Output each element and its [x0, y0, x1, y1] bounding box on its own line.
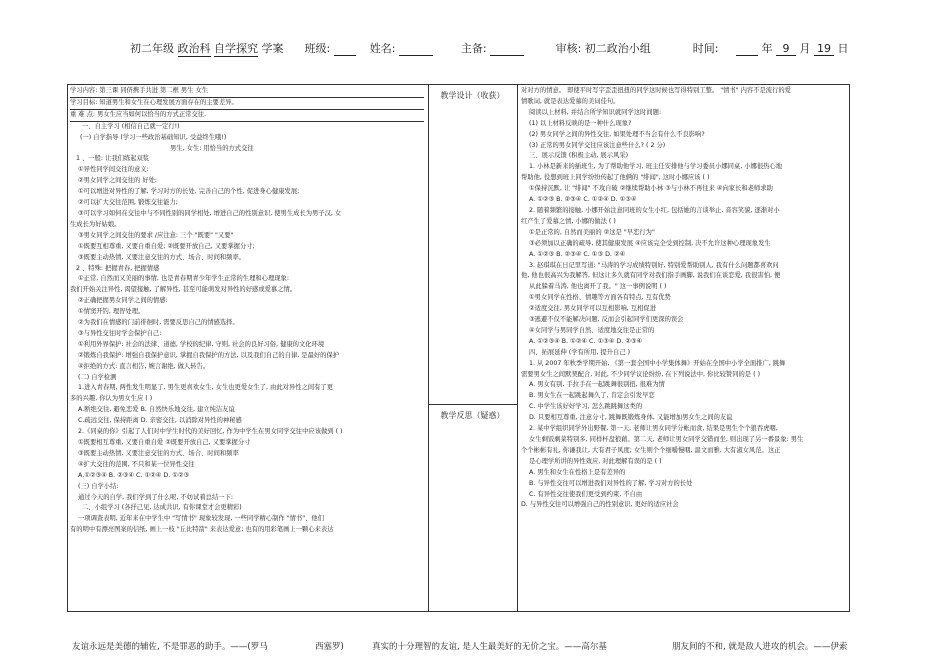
right-line: 2. 随着频繁的接触, 小娜开始注意同班的女生小红, 包括她的言谈举止, 音容笑貌, 逐渐对小 [529, 206, 780, 214]
right-line: 女生剩饭剩菜特别多, 同样杯盘狼藉。第二天, 老师让男女同学交错而坐, 则出现了另一番景象: 男生 [529, 436, 804, 443]
left-line: (三) 自学小结: [78, 482, 119, 490]
left-line: 学习目标: 知道男生和女生在心理发展方面存在的主要差异。 [70, 98, 424, 110]
left-line: ①可以增进对异性的了解, 学习对方的长处, 完善自己的个性, 促进身心健康发展; [78, 188, 300, 196]
lead-blank [490, 42, 524, 56]
right-line: A. 男女有别, 手拉手在一起跳舞很别扭, 很难为情 [529, 381, 665, 389]
month-value: 9 [776, 42, 796, 56]
footer-quote-2: 真实的十分理智的友谊, 是人生最美好的无价之宝。——高尔基 [372, 642, 607, 652]
right-line: B. 与异性交往可以增进我们对异性的了解, 学习对方的长处 [529, 479, 693, 487]
left-column-content [70, 86, 424, 536]
right-line: 需要男女生之间默契配合, 对此, 不少同学议论纷纷, 在下列说法中, 你比较赞同的是 ( ) [521, 370, 761, 378]
right-line: ②适度交往, 男女同学可以互相影响, 互相促进 [529, 305, 656, 313]
left-line: 1 、一般: 让我们练起双浆 [76, 155, 150, 163]
left-line: ①既要互相尊重, 又要自重自爱; ②既要开放自己, 又要掌握分寸; [78, 242, 255, 250]
grade: 初二年级 [130, 42, 174, 55]
left-line: 一项调查表明, 近年来在中学生中 "写情书" 现象较发现, 一些同学精心制作 "情书"、他们 [78, 515, 324, 523]
left-line: 有的明中有漂亮图案的信纸, 画上一枝 "丘比特箭" 来表达爱意; 也有的用彩笔画上一颗心来表达 [70, 526, 334, 534]
left-line: ②正确把握男女同学之间的情感: [78, 297, 168, 305]
name-blank [399, 42, 433, 56]
right-line: 1. 小林是新来的插班生, 为了帮助他学习, 班主任安排他与学习委员小娜同桌, 小娜很热心地 [529, 163, 783, 171]
left-line: 生成长为好姑娘。 [70, 220, 121, 228]
right-line: ①是正常的, 自然而美丽的 ②这是 "早恋行为" [529, 228, 655, 236]
left-line: ④拒绝的方式: 直言相告, 婉言谢绝, 做人转告。 [78, 362, 210, 370]
time-label: 时间: [692, 42, 719, 55]
left-line: (二) 自学检测 [78, 373, 117, 381]
right-line: 3. 赵琪琪在日记里写道: "马涛的学习成绩特别好, 特别爱帮助别人, 我有什么问题都喜欢问 [529, 261, 779, 269]
right-line: 阅读以上材料, 并结合所学知识就同学这时间题: [529, 108, 662, 116]
left-line: ①利用外界保护: 社会的法律、道德, 学校的纪律, 守则, 社会的良好习俗, 健康的文化环境 [78, 340, 325, 348]
right-line: (3) 正常的男女同学交往应该注意些什么? ( 2 分) [529, 141, 666, 149]
footer-quote-1b: 西塞罗) [315, 642, 344, 652]
left-line: ②锻炼自我保护: 增强自我保护意识, 掌握自我保护的方法, 以及我们自己的自律, 是最好的保护 [78, 351, 340, 359]
left-line: ④扩大交往的范围, 不只和某一位异性交往 [78, 460, 195, 468]
left-line: 学习内容: 第三课 同侪携手共进 第二框 男生 女生 [70, 86, 424, 98]
reflect-label: 教学反思（疑惑） [440, 411, 505, 420]
right-line: 他, 他也很高兴为我解答, 但这让多久就有同学对我们指手画脚, 说我们在谈恋爱, 我很害怕, 便 [521, 272, 781, 280]
left-line: 男生, 女生: 用恰当的方式交往 [170, 144, 254, 152]
right-line: A. ①②③④ B. ①②④ C. ①③④ D. ②③④ [529, 337, 643, 345]
right-line: (2) 男女同学之间的异性交往, 如果处理不当会有什么不良影响? [529, 130, 705, 138]
right-line: (1) 以上材料反映的是一种什么现象? [529, 119, 632, 127]
left-line: ③与异性交往时学会保护自己: [78, 329, 162, 337]
right-line: ④女同学与男同学自然、适度地交往是正常的 [529, 326, 655, 334]
left-line: 重 难 点: 男女生应当如何以恰当的方式正常交往. [70, 110, 424, 122]
left-line: 一、自主学习 (相信自己就一定行!) [82, 122, 180, 130]
right-line: ③必须加以正确的疏导, 使其健康发展 ④应该完全受到控制, 决不允许这种心理现象发生 [529, 239, 771, 247]
right-line: A. 男生和女生在性格上是有差异的 [529, 468, 626, 476]
right-line: B. 男女生在一起跳起舞久了, 肯定会引发早恋 [529, 392, 655, 400]
left-line: ③男女同学之间交往的要求 /应注意: 三个 "既要" "又要" [78, 231, 234, 239]
left-line: ②可以扩大交往范围, 锻炼交往能力; [78, 199, 178, 207]
right-line: D. 与异性交往可以增强自己的性别意识, 更好的适应社会 [521, 501, 679, 509]
left-line: 1.进入青春期, 两性发生明显了, 男生更喜欢女生, 女生也更爱女生了, 由此对异性之间有了更 [78, 384, 334, 392]
left-line: 2.《同桌的你》引起了人们对中学生时代的美好回忆, 作为中学生在男女同学交往中应该做到 ( ) [78, 428, 343, 436]
day-value: 19 [814, 42, 834, 56]
right-line: 从此躲着马涛, 他也离开了我。" 这一事例说明 ( ) [529, 283, 667, 291]
month-suffix: 月 [799, 42, 811, 55]
right-column-content [521, 86, 846, 511]
right-line: 红产生了爱慕之情, 小娜的做法 ( ) [521, 217, 616, 225]
left-line: 通过今天的自学, 我们学到了什么呢, 不妨试着总结一下: [78, 493, 233, 501]
left-line: ②为我们在情感的门前徘徊时, 需要反思自己的情感选择。 [78, 319, 239, 327]
lead-label: 主备: [460, 42, 487, 55]
class-label: 班级: [304, 42, 331, 55]
left-line: ①情窦开钓, 理智处理。 [78, 308, 145, 316]
year-blank [736, 42, 758, 56]
doc-header [130, 40, 848, 57]
left-line: C.疏远交往, 保持距离 D. 亲密交往, 以消除对异性的神秘感 [78, 417, 242, 425]
design-label: 教学设计（收获） [440, 91, 505, 100]
left-line: A.断绝交往, 避免恋爱 B. 自然快乐地交往, 建立纯洁友谊 [78, 406, 235, 414]
left-line: A.①②③④ B. ②③④ C. ①②④ D. ①②③ [78, 471, 190, 479]
subject: 政治科 [177, 42, 211, 55]
name-label: 姓名: [369, 42, 396, 55]
left-line: ①既要相互尊重, 又要自重自爱 ②既要开放自己, 又要掌握分寸 [78, 439, 251, 446]
footer-quote-3: 朋友间的不和, 就是敌人进攻的机会。——伊索 [672, 642, 848, 652]
day-suffix: 日 [837, 42, 849, 55]
right-line: 个个彬彬有礼, 你谦我让, 大有君子风度; 女生则个个细嚼慢咽, 温文而雅, 大有淑女风范。这正 [521, 446, 781, 454]
right-line: 对对方的情意。 即使平时写字歪歪扭扭的同学这时候也写得特别工整。 "情书" 内容不是流行的爱 [521, 87, 791, 94]
right-line: 三、展示反馈 (积极主动, 展示风采) [529, 152, 629, 160]
left-line: ③可以学习如何在交往中与不同性别的同学相处, 增进自己的性别意识, 使男生成长为男子汉, 女 [78, 209, 342, 217]
left-line: ②男女同学之间交往的 好处: [78, 177, 158, 185]
class-blank [334, 42, 356, 56]
left-line: ③既要主动热情, 又要注意交往的方式、场合、时间和频率。 [78, 253, 246, 261]
right-line: 1. 从 2007 年秋季学期开始, 《第一套全国中小学集体舞》开始在全国中小学全面推广, 跳舞 [529, 359, 786, 367]
right-line: A. ①②③ B. ②③④ C. ①③ D. ②④ [529, 250, 626, 258]
right-line: 情歌词, 就是表达爱慕的美词佳句。 [521, 97, 620, 105]
left-line: (一) 自学指导 (学习一些政治基础知识, 受益终生哦!) [80, 133, 227, 141]
right-line: C. 中学生该好好学习, 怎么跳跳舞这类的 [529, 403, 643, 411]
right-line: 四、拓展延伸 (学有所用, 提升自己 ) [529, 348, 631, 356]
right-line: ①男女同学在性格、情趣等方面各有特点, 互有优势 [529, 294, 671, 302]
column-divider-right [517, 84, 518, 612]
review-label: 审核: 初二政治小组 [555, 42, 651, 55]
left-line: ③既要主动热情, 又要注意交往的方式、场合、时间和频率 [78, 449, 239, 457]
left-line: 二、小组学习 (各抒己见, 达成共识, 有你课堂才会更精彩) [82, 504, 242, 512]
left-line: ①异性同学间交往的意义: [78, 166, 149, 174]
right-line: 帮助他, 役想到班上同学纷纷传起了他俩的 "绯闻", 这时小娜应该 ( ) [521, 174, 710, 182]
left-line: 我们开始关注异性, 渴望接触, 了解异性, 甚至可能萌发对异性的好感或爱慕之情。 [70, 286, 297, 294]
left-line: ①正常, 自然而又美丽的事情, 也是青春期青少年学生正常的生理和心理现象: [78, 275, 289, 283]
left-line: 2 、特殊: 把握青春, 把握情感 [76, 264, 160, 272]
right-line: ③逃避不仅不能解决问题, 反而会引起同学们更深的误会 [529, 316, 684, 324]
middle-divider [428, 404, 517, 405]
right-line: D. 只要相互尊重, 注意分寸, 跳舞既锻炼身体, 又能增加男女生之间的友谊 [529, 414, 733, 422]
right-line: A. ①②③ B. ②③④ C. ①②④ D. ①③④ [529, 196, 637, 204]
doc-type: 学案 [261, 42, 284, 55]
footer-quote-1a: 友谊永远是美德的辅佐, 不是罪恶的助手。——(罗马 [72, 642, 268, 652]
right-line: 是心理学所讲的异性效应, 对此理解有误的是 ( ) [529, 457, 662, 465]
right-line: C. 有异性交往使我们更受到约束, 不自由 [529, 490, 643, 498]
subject-sub: 自学探究 [214, 42, 258, 55]
right-line: ①保持沉默, 让 "绯闻" 不攻自破 ②继续帮助小林 ③与小林不再往来 ④向家长和老师求助 [529, 185, 773, 193]
year-suffix: 年 [761, 42, 773, 55]
right-line: 2. 某中学组织同学外出野餐, 第一天, 老师让男女同学分帐而食, 结果是男生个个狼吞虎咽, [529, 425, 778, 433]
column-divider-left [428, 84, 429, 612]
left-line: 多的兴趣, 你认为男女生应 ( ) [70, 395, 153, 403]
